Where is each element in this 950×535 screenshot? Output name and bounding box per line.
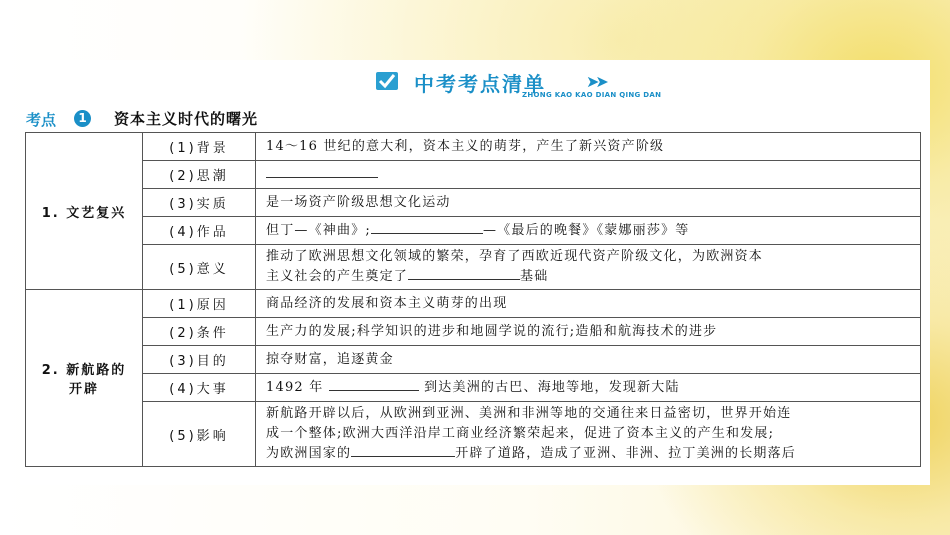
- row-content: 商品经济的发展和资本主义萌芽的出现: [256, 290, 921, 318]
- row-label: (2)条件: [143, 318, 256, 346]
- table-row: [26, 161, 921, 189]
- row-content: [256, 161, 921, 189]
- row-content: 14～16 世纪的意大利，资本主义的萌芽，产生了新兴资产阶级: [256, 133, 921, 161]
- row-label: (3)目的: [143, 346, 256, 374]
- row-content: [256, 374, 921, 402]
- row-label: (5)影响: [143, 402, 256, 467]
- table-row: [26, 189, 921, 217]
- category-renaissance: 1. 文艺复兴: [26, 133, 143, 290]
- content-text: 到达美洲的古巴、海地等地，发现新大陆: [424, 379, 680, 395]
- kaodian-label: 考点: [26, 111, 57, 129]
- table-row: [26, 374, 921, 402]
- table-row: [26, 133, 921, 161]
- category-new-routes: [26, 290, 143, 467]
- table-row: [26, 245, 921, 290]
- row-label: (2)思潮: [143, 161, 256, 189]
- row-label: (5)意义: [143, 245, 256, 290]
- row-content: [256, 245, 921, 290]
- content-text: 1492 年: [266, 379, 324, 395]
- content-text: 新航路开辟以后，从欧洲到亚洲、美洲和非洲等地的交通往来日益密切，世界开始连: [266, 406, 792, 421]
- content-text: 但丁—《神曲》;: [266, 222, 371, 238]
- row-label: (4)作品: [143, 217, 256, 245]
- category-text: 开辟: [68, 382, 99, 397]
- checkmark-icon: [376, 72, 398, 90]
- row-content: 生产力的发展;科学知识的进步和地圆学说的流行;造船和航海技术的进步: [256, 318, 921, 346]
- content-text: 推动了欧洲思想文化领域的繁荣，孕育了西欧近现代资产阶级文化，为欧洲资本: [266, 249, 764, 264]
- section-heading: [26, 108, 426, 130]
- answer-blank[interactable]: [266, 165, 378, 178]
- row-content: 是一场资产阶级思想文化运动: [256, 189, 921, 217]
- table-row: [26, 318, 921, 346]
- row-content: 掠夺财富，追逐黄金: [256, 346, 921, 374]
- content-text: 为欧洲国家的: [266, 446, 352, 461]
- kaodian-number: 1: [74, 110, 91, 127]
- row-content: [256, 402, 921, 467]
- row-label: (3)实质: [143, 189, 256, 217]
- row-label: (1)背景: [143, 133, 256, 161]
- answer-blank[interactable]: [351, 444, 455, 457]
- banner-title: 中考考点清单: [414, 72, 546, 96]
- table-row: [26, 402, 921, 467]
- row-content: [256, 217, 921, 245]
- content-text: —《最后的晚餐》《蒙娜丽莎》等: [482, 222, 690, 238]
- knowledge-table: [25, 132, 921, 467]
- section-banner: [372, 66, 732, 106]
- table-row: [26, 346, 921, 374]
- answer-blank[interactable]: [371, 221, 483, 234]
- table-row: [26, 290, 921, 318]
- row-label: (4)大事: [143, 374, 256, 402]
- answer-blank[interactable]: [408, 267, 520, 280]
- content-text: 主义社会的产生奠定了: [266, 269, 409, 284]
- section-title: 资本主义时代的曙光: [114, 110, 259, 128]
- table-row: [26, 217, 921, 245]
- row-label: (1)原因: [143, 290, 256, 318]
- banner-subtitle: ZHONG KAO KAO DIAN QING DAN: [522, 91, 662, 99]
- answer-blank[interactable]: [329, 378, 419, 391]
- double-arrow-icon: ➤➤: [586, 72, 605, 91]
- content-text: 成一个整体;欧洲大西洋沿岸工商业经济繁荣起来，促进了资本主义的产生和发展;: [266, 426, 775, 441]
- content-text: 开辟了道路，造成了亚洲、非洲、拉丁美洲的长期落后: [455, 446, 797, 461]
- content-text: 基础: [520, 269, 549, 284]
- category-text: 2. 新航路的: [41, 363, 127, 378]
